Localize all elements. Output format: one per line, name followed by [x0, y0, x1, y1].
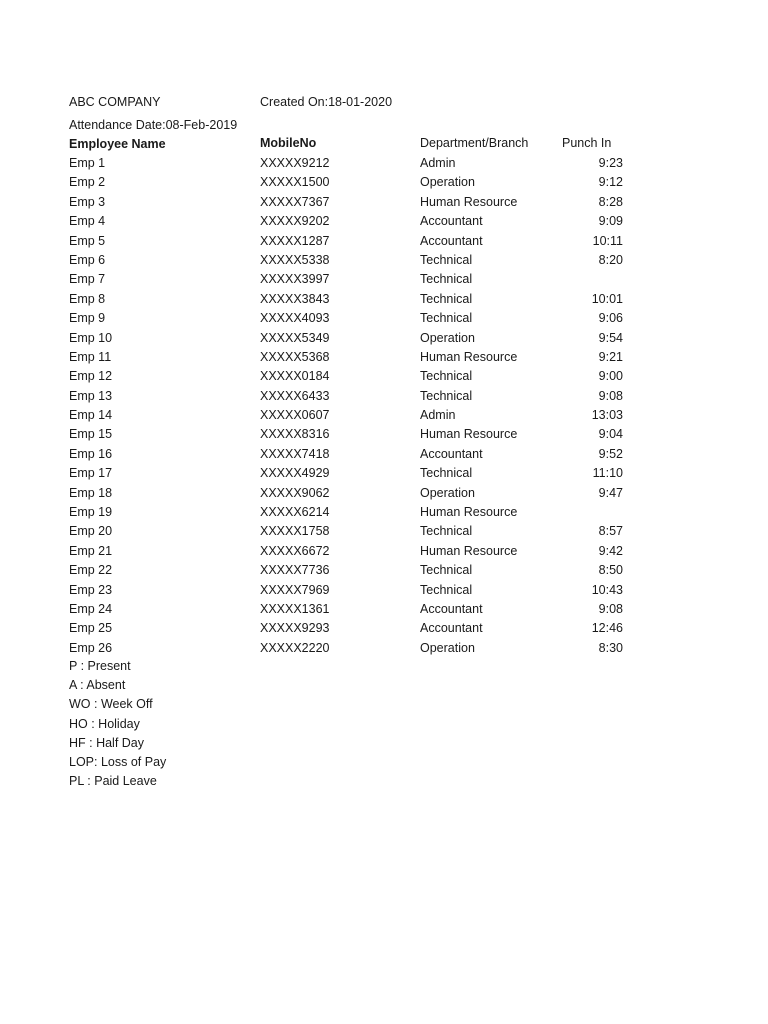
mobile-no-cell: XXXXX6672	[260, 543, 330, 558]
department-cell: Operation	[420, 640, 475, 655]
legend-item: PL : Paid Leave	[69, 774, 157, 789]
punch-in-cell: 10:43	[591, 582, 623, 597]
table-row	[0, 600, 768, 619]
department-cell: Human Resource	[420, 194, 518, 209]
mobile-no-cell: XXXXX3843	[260, 291, 330, 306]
punch-in-cell: 8:57	[598, 524, 623, 539]
mobile-no-cell: XXXXX6214	[260, 505, 330, 520]
punch-in-cell: 11:10	[592, 466, 623, 481]
mobile-no-cell: XXXXX9202	[260, 214, 330, 229]
table-row	[0, 348, 768, 367]
punch-in-cell: 8:28	[598, 194, 623, 209]
table-row	[0, 542, 768, 561]
employee-name-cell: Emp 13	[69, 388, 113, 403]
department-cell: Technical	[420, 311, 473, 326]
table-row	[0, 503, 768, 522]
table-row	[0, 619, 768, 638]
mobile-no-cell: XXXXX5368	[260, 349, 330, 364]
department-cell: Human Resource	[420, 543, 518, 558]
employee-name-cell: Emp 10	[69, 330, 113, 345]
mobile-no-cell: XXXXX7736	[260, 563, 330, 578]
employee-name-cell: Emp 17	[69, 466, 113, 481]
punch-in-cell: 10:01	[591, 291, 623, 306]
department-cell: Operation	[420, 175, 475, 190]
employee-name-cell: Emp 25	[69, 621, 113, 636]
column-header-punch-in: Punch In	[562, 136, 612, 150]
table-row	[0, 639, 768, 658]
table-row	[0, 154, 768, 173]
created-on: Created On:18-01-2020	[260, 95, 393, 109]
employee-name-cell: Emp 21	[69, 543, 113, 558]
table-row	[0, 270, 768, 289]
employee-name-cell: Emp 26	[69, 640, 113, 655]
status-legend	[69, 657, 166, 791]
department-cell: Technical	[420, 369, 473, 384]
department-cell: Technical	[420, 563, 473, 578]
employee-name-cell: Emp 1	[69, 156, 106, 170]
punch-in-cell: 9:47	[598, 485, 623, 500]
mobile-no-cell: XXXXX5349	[260, 330, 330, 345]
department-cell: Operation	[420, 330, 475, 345]
punch-in-cell: 13:03	[591, 408, 623, 423]
department-cell: Accountant	[420, 233, 483, 248]
mobile-no-cell: XXXXX9062	[260, 485, 330, 500]
punch-in-cell: 9:08	[598, 388, 623, 403]
legend-item: P : Present	[69, 659, 131, 673]
punch-in-cell: 9:06	[598, 311, 623, 326]
punch-in-cell: 10:11	[592, 233, 623, 248]
employee-name-cell: Emp 22	[69, 563, 113, 578]
department-cell: Human Resource	[420, 505, 518, 520]
column-header-department: Department/Branch	[420, 136, 529, 150]
department-cell: Technical	[420, 388, 473, 403]
department-cell: Technical	[420, 272, 473, 287]
table-row	[0, 406, 768, 425]
employee-name-cell: Emp 8	[69, 291, 106, 306]
mobile-no-cell: XXXXX0607	[260, 408, 330, 423]
department-cell: Accountant	[420, 601, 483, 616]
table-row	[0, 387, 768, 406]
table-row	[0, 173, 768, 192]
punch-in-cell: 9:00	[598, 369, 623, 384]
employee-name-cell: Emp 5	[69, 233, 106, 248]
department-cell: Operation	[420, 485, 475, 500]
department-cell: Technical	[420, 466, 473, 481]
punch-in-cell: 8:20	[598, 252, 623, 267]
mobile-no-cell: XXXXX0184	[260, 369, 330, 384]
punch-in-cell: 9:12	[598, 175, 623, 190]
punch-in-cell: 9:42	[598, 543, 623, 558]
punch-in-cell: 9:09	[598, 214, 623, 229]
table-row	[0, 193, 768, 212]
employee-name-cell: Emp 11	[69, 349, 112, 364]
mobile-no-cell: XXXXX1758	[260, 524, 330, 539]
employee-name-cell: Emp 14	[69, 408, 113, 423]
department-cell: Admin	[420, 156, 456, 170]
mobile-no-cell: XXXXX7969	[260, 582, 330, 597]
table-row	[0, 212, 768, 231]
department-cell: Human Resource	[420, 349, 518, 364]
table-row	[0, 464, 768, 483]
table-row	[0, 522, 768, 541]
legend-item: HF : Half Day	[69, 735, 145, 750]
punch-in-cell: 12:46	[591, 621, 623, 636]
table-row	[0, 445, 768, 464]
department-cell: Accountant	[420, 446, 483, 461]
punch-in-cell: 9:08	[598, 601, 623, 616]
mobile-no-cell: XXXXX7367	[260, 194, 330, 209]
table-row	[0, 329, 768, 348]
company-name: ABC COMPANY	[69, 95, 161, 109]
legend-item: WO : Week Off	[69, 697, 153, 712]
department-cell: Accountant	[420, 621, 483, 636]
department-cell: Human Resource	[420, 427, 518, 442]
table-row	[0, 309, 768, 328]
mobile-no-cell: XXXXX4929	[260, 466, 330, 481]
table-row	[0, 367, 768, 386]
mobile-no-cell: XXXXX1361	[260, 601, 330, 616]
mobile-no-cell: XXXXX3997	[260, 272, 330, 287]
department-cell: Technical	[420, 291, 473, 306]
table-row	[0, 484, 768, 503]
department-cell: Technical	[420, 582, 473, 597]
mobile-no-cell: XXXXX9212	[260, 156, 330, 170]
department-cell: Technical	[420, 524, 473, 539]
legend-item: A : Absent	[69, 678, 126, 693]
employee-name-cell: Emp 19	[69, 505, 113, 520]
mobile-no-cell: XXXXX1287	[260, 233, 330, 248]
table-row	[0, 561, 768, 580]
table-row	[0, 290, 768, 309]
employee-name-cell: Emp 18	[69, 485, 113, 500]
employee-name-cell: Emp 2	[69, 175, 106, 190]
table-row	[0, 425, 768, 444]
punch-in-cell: 8:50	[598, 563, 623, 578]
mobile-no-cell: XXXXX2220	[260, 640, 330, 655]
punch-in-cell: 8:30	[598, 640, 623, 655]
mobile-no-cell: XXXXX7418	[260, 446, 330, 461]
mobile-no-cell: XXXXX4093	[260, 311, 330, 326]
employee-name-cell: Emp 6	[69, 252, 106, 267]
mobile-no-cell: XXXXX9293	[260, 621, 330, 636]
punch-in-cell: 9:21	[598, 349, 623, 364]
punch-in-cell: 9:54	[598, 330, 623, 345]
employee-name-cell: Emp 7	[69, 272, 106, 287]
employee-name-cell: Emp 23	[69, 582, 113, 597]
employee-name-cell: Emp 4	[69, 214, 106, 229]
employee-name-cell: Emp 3	[69, 194, 106, 209]
punch-in-cell: 9:23	[598, 156, 623, 170]
mobile-no-cell: XXXXX8316	[260, 427, 330, 442]
employee-name-cell: Emp 24	[69, 601, 113, 616]
employee-name-cell: Emp 12	[69, 369, 113, 384]
employee-name-cell: Emp 15	[69, 427, 113, 442]
punch-in-cell: 9:04	[598, 427, 623, 442]
table-row	[0, 581, 768, 600]
column-header-employee-name: Employee Name	[69, 137, 166, 151]
table-row	[0, 232, 768, 251]
column-header-mobile-no: MobileNo	[260, 136, 317, 150]
legend-item: HO : Holiday	[69, 716, 140, 731]
employee-name-cell: Emp 16	[69, 446, 113, 461]
mobile-no-cell: XXXXX1500	[260, 175, 330, 190]
department-cell: Accountant	[420, 214, 483, 229]
employee-name-cell: Emp 20	[69, 524, 113, 539]
department-cell: Technical	[420, 252, 473, 267]
mobile-no-cell: XXXXX6433	[260, 388, 330, 403]
punch-in-cell: 9:52	[598, 446, 623, 461]
mobile-no-cell: XXXXX5338	[260, 252, 330, 267]
attendance-date: Attendance Date:08-Feb-2019	[69, 118, 238, 132]
department-cell: Admin	[420, 408, 456, 423]
legend-item: LOP: Loss of Pay	[69, 754, 167, 769]
attendance-table-body	[0, 154, 768, 658]
employee-name-cell: Emp 9	[69, 311, 106, 326]
table-row	[0, 251, 768, 270]
